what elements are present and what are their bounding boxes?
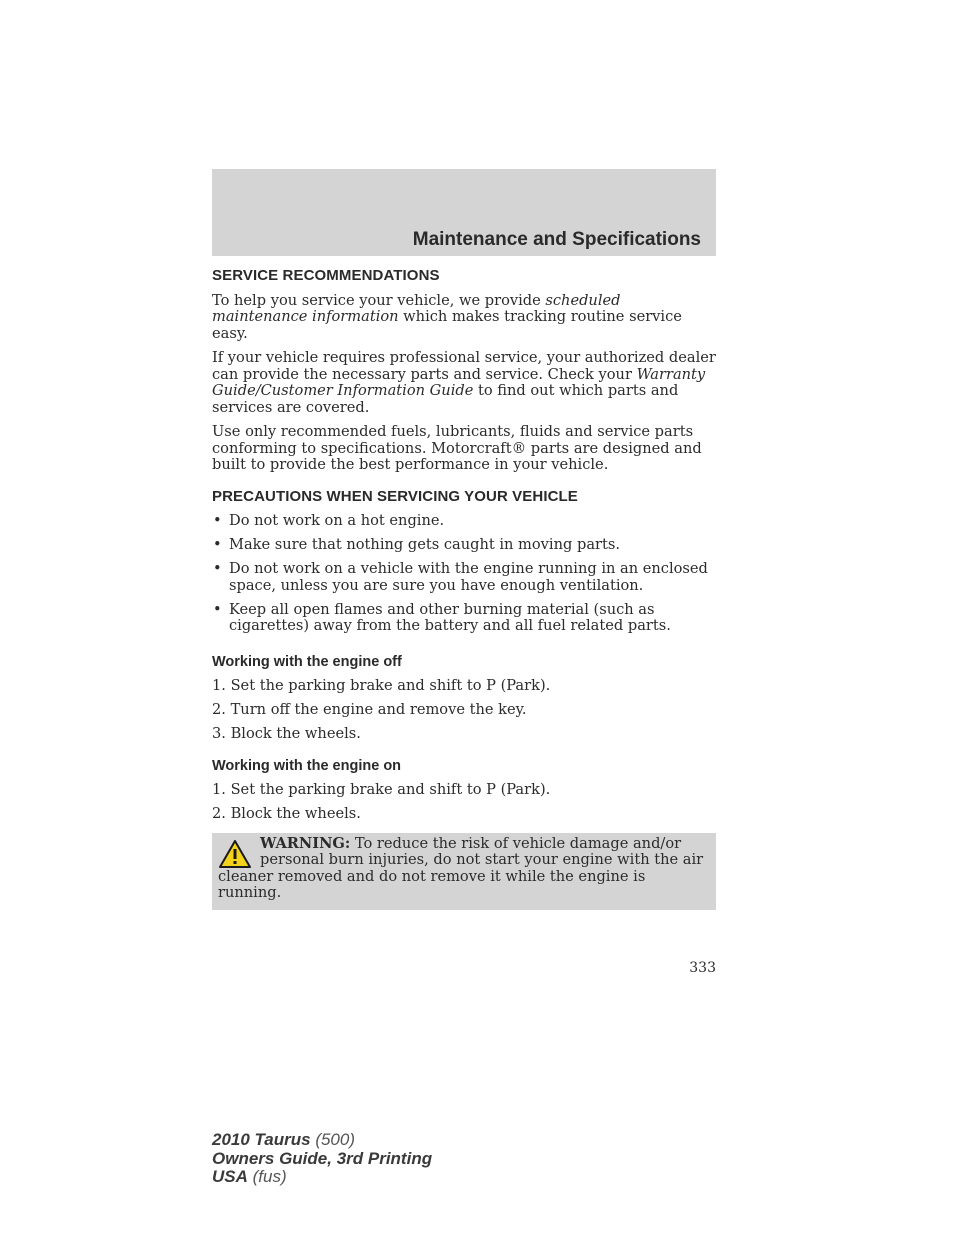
document-footer [212, 1131, 432, 1187]
footer-market-code: (fus) [247, 1167, 287, 1186]
paragraph-intro [212, 293, 716, 343]
footer-model: 2010 Taurus [212, 1130, 311, 1149]
engine-on-steps [212, 782, 716, 823]
warning-triangle-icon [218, 839, 252, 869]
italic-reference: Warranty Guide/Customer Information Guide [212, 365, 706, 399]
subheading-engine-off: Working with the engine off [212, 653, 402, 670]
list-item: • Keep all open flames and other burning material (such as cigarettes) away from the battery and all fuel related parts. [212, 602, 716, 635]
page-content [212, 268, 716, 910]
chapter-title: Maintenance and Specifications [412, 229, 701, 250]
list-item: 1. Set the parking brake and shift to P (Park). [212, 677, 551, 694]
text-run: If your vehicle requires professional service, your authorized dealer can provide the necessary parts and service. Check your [212, 349, 716, 383]
footer-line-1 [212, 1131, 432, 1150]
paragraph-recommended-parts: Use only recommended fuels, lubricants, fluids and service parts conforming to specifications. Motorcraft® parts are designed and built to provide the best performance in your vehicle. [212, 423, 702, 473]
italic-reference: scheduled maintenance information [212, 291, 621, 325]
list-item: • Do not work on a hot engine. [212, 513, 716, 530]
list-item: 3. Block the wheels. [212, 725, 361, 742]
precautions-list [212, 513, 716, 635]
text-run: which makes tracking routine service easy. [212, 308, 682, 342]
list-item: 2. Turn off the engine and remove the key. [212, 701, 527, 718]
footer-line-3 [212, 1168, 432, 1187]
warning-text: To reduce the risk of vehicle damage and/or personal burn injuries, do not start your engine with the air cleaner removed and do not remove it while the engine is running. [218, 834, 704, 901]
list-item: 1. Set the parking brake and shift to P (Park). [212, 781, 551, 798]
section-heading-service-recommendations: SERVICE RECOMMENDATIONS [212, 267, 440, 284]
chapter-header [212, 169, 716, 256]
list-item: • Make sure that nothing gets caught in moving parts. [212, 537, 716, 554]
engine-off-steps [212, 678, 716, 743]
footer-model-code: (500) [310, 1130, 356, 1149]
text-run: To help you service your vehicle, we provide [212, 291, 546, 309]
list-item: • Do not work on a vehicle with the engine running in an enclosed space, unless you are sure you have enough ventilation. [212, 561, 716, 594]
section-heading-precautions: PRECAUTIONS WHEN SERVICING YOUR VEHICLE [212, 487, 578, 505]
text-run: to find out which parts and services are covered. [212, 382, 679, 416]
footer-edition: Owners Guide, 3rd Printing [212, 1148, 433, 1168]
warning-label: WARNING: [260, 834, 351, 852]
footer-market: USA [212, 1167, 248, 1186]
page-number: 333 [689, 960, 716, 976]
subheading-engine-on: Working with the engine on [212, 757, 402, 774]
paragraph-professional-service [212, 350, 716, 416]
footer-line-2 [212, 1150, 432, 1169]
list-item: 2. Block the wheels. [212, 805, 361, 822]
warning-box [212, 833, 716, 910]
